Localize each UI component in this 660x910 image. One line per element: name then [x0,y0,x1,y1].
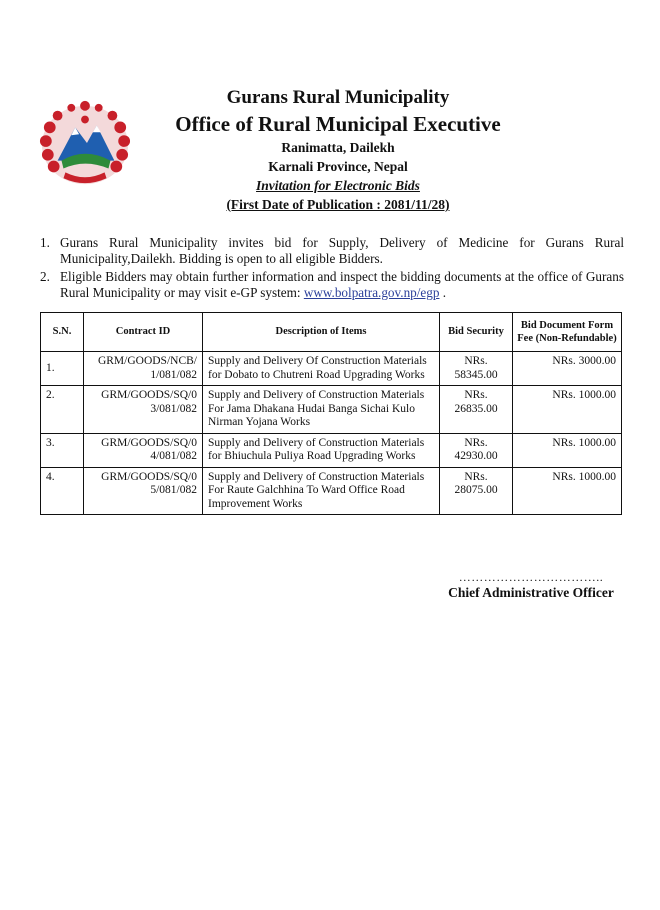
column-header-contract-id: Contract ID [84,313,203,352]
cell-description: Supply and Delivery Of Construction Materials for Dobato to Chutreni Road Upgrading Works [203,352,440,386]
cell-bid-security: NRs. 28075.00 [440,467,513,515]
cell-form-fee: NRs. 1000.00 [513,386,622,434]
column-header-sn: S.N. [41,313,84,352]
point-number: 1. [40,235,50,250]
notice-points [40,235,624,303]
signature-line: …………………………….. [458,570,604,584]
point-text: Gurans Rural Municipality invites bid for Supply, Delivery of Medicine for Gurans Rural Municipality,Dailekh. Bidding is open to all eligible Bidders. [60,235,624,266]
cell-contract-id: GRM/GOODS/SQ/0 5/081/082 [84,467,203,515]
office-name: Office of Rural Municipal Executive [175,112,501,136]
column-header-description: Description of Items [203,313,440,352]
cell-description: Supply and Delivery of Construction Materials For Jama Dhakana Hudai Banga Sichai Kulo Nirman Yojana Works [203,386,440,434]
cell-contract-id: GRM/GOODS/SQ/0 3/081/082 [84,386,203,434]
cell-bid-security: NRs. 58345.00 [440,352,513,386]
column-header-bid-security: Bid Security [440,313,513,352]
cell-description: Supply and Delivery of Construction Materials for Bhiuchula Puliya Road Upgrading Works [203,433,440,467]
letterhead [120,86,556,214]
bids-table [40,312,622,515]
table-row [41,433,622,467]
cell-form-fee: NRs. 1000.00 [513,467,622,515]
point-text-after: . [439,285,447,300]
point-text [60,269,624,301]
cell-sn: 1. [41,352,84,386]
egp-link[interactable]: www.bolpatra.gov.np/egp [303,285,440,300]
notice-title: Invitation for Electronic Bids [256,178,420,193]
table-header-row [41,313,622,352]
cell-form-fee: NRs. 3000.00 [513,352,622,386]
cell-bid-security: NRs. 42930.00 [440,433,513,467]
cell-contract-id: GRM/GOODS/NCB/ 1/081/082 [84,352,203,386]
cell-form-fee: NRs. 1000.00 [513,433,622,467]
address-line-1: Ranimatta, Dailekh [281,140,395,155]
point-number: 2. [40,269,50,284]
municipality-name: Gurans Rural Municipality [226,87,450,108]
table-row [41,467,622,515]
signature-block [436,570,626,602]
list-item [40,235,624,267]
cell-sn: 4. [41,467,84,515]
signatory-title: Chief Administrative Officer [448,585,614,600]
publication-date: (First Date of Publication : 2081/11/28) [226,197,450,212]
cell-sn: 2. [41,386,84,434]
address-line-2: Karnali Province, Nepal [268,159,408,174]
point-text-before: Eligible Bidders may obtain further information and inspect the bidding documents at the office of Gurans Rural Municipality or may visit e-GP system: [60,269,624,300]
cell-description: Supply and Delivery of Construction Materials For Raute Galchhina To Ward Office Road Improvement Works [203,467,440,515]
table-row [41,386,622,434]
cell-contract-id: GRM/GOODS/SQ/0 4/081/082 [84,433,203,467]
cell-sn: 3. [41,433,84,467]
table-row [41,352,622,386]
column-header-form-fee: Bid Document Form Fee (Non-Refundable) [513,313,622,352]
cell-bid-security: NRs. 26835.00 [440,386,513,434]
list-item [40,269,624,301]
